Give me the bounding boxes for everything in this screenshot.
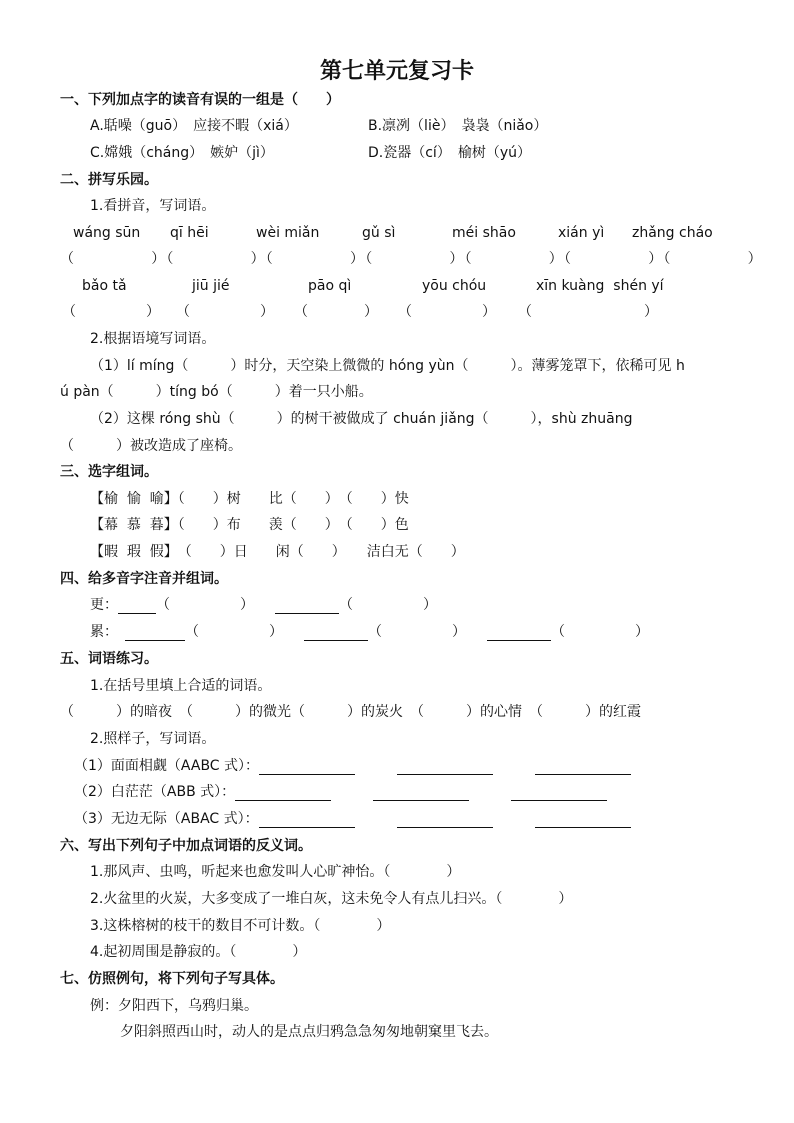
section-5-q2: 2.照样子，写词语。 bbox=[90, 731, 216, 747]
section-2-heading: 二、拼写乐园。 bbox=[60, 172, 158, 188]
polyphone-char: 累： bbox=[90, 624, 111, 640]
option-b: B.凛冽（liè） 袅袅（niǎo） bbox=[368, 118, 548, 134]
pinyin-5: méi shāo bbox=[452, 225, 516, 241]
antonym-q4: 4.起初周围是静寂的。（ ） bbox=[90, 944, 307, 960]
antonym-q2: 2.火盆里的火炭，大多变成了一堆白灰，这未免令人有点儿扫兴。（ ） bbox=[90, 891, 573, 907]
option-d: D.瓷器（cí） 榆树（yú） bbox=[368, 145, 531, 161]
example-label: （1）面面相觑（AABC 式）： bbox=[74, 758, 260, 774]
example-sentence-label: 例：夕阳西下，乌鸦归巢。 bbox=[90, 998, 258, 1014]
section-7-heading: 七、仿照例句，将下列句子写具体。 bbox=[60, 971, 284, 987]
page-title: 第七单元复习卡 bbox=[319, 58, 474, 84]
answer-line bbox=[235, 786, 331, 801]
answer-line bbox=[259, 760, 355, 775]
answer-line bbox=[487, 626, 551, 641]
char-group-1: 【榆 愉 喻】（ ）树 比（ ） （ ）快 bbox=[90, 491, 409, 507]
answer-line bbox=[304, 626, 368, 641]
example-label: （3）无边无际（ABAC 式）： bbox=[74, 811, 259, 827]
section-5-fill: （ ）的暗夜 （ ）的微光（ ）的炭火 （ ）的心情 （ ）的红霞 bbox=[60, 704, 641, 720]
answer-box-row-2: （ ） bbox=[176, 304, 274, 320]
section-2-q1: 1.看拼音，写词语。 bbox=[90, 198, 216, 214]
answer-boxes-row-1: （ ）（ ）（ ）（ ）（ ）（ ）（ ） bbox=[60, 251, 763, 267]
example-row-1 bbox=[74, 757, 631, 775]
section-5-q1: 1.在括号里填上合适的词语。 bbox=[90, 678, 272, 694]
polyphone-char: 更： bbox=[90, 597, 118, 613]
answer-line bbox=[397, 813, 493, 828]
answer-line bbox=[118, 599, 156, 614]
pinyin-9: jiū jié bbox=[192, 278, 230, 294]
pinyin-12: xīn kuàng shén yí bbox=[536, 278, 664, 294]
section-5-heading: 五、词语练习。 bbox=[60, 651, 158, 667]
polyphone-row-2: 累： （ ） （ ） （ ） bbox=[90, 624, 649, 640]
section-3-heading: 三、选字组词。 bbox=[60, 464, 158, 480]
pinyin-3: wèi miǎn bbox=[256, 225, 320, 241]
answer-line bbox=[275, 599, 339, 614]
section-6-heading: 六、写出下列句子中加点词语的反义词。 bbox=[60, 838, 312, 854]
pinyin-8: bǎo tǎ bbox=[82, 278, 127, 294]
pinyin-2: qī hēi bbox=[170, 225, 209, 241]
pinyin-11: yōu chóu bbox=[422, 278, 487, 294]
section-2-q2: 2.根据语境写词语。 bbox=[90, 331, 216, 347]
option-a: A.聒噪（guō） 应接不暇（xiá） bbox=[90, 118, 298, 134]
answer-line bbox=[259, 813, 355, 828]
context-para-2-line-2: （ ）被改造成了座椅。 bbox=[60, 438, 242, 454]
answer-box-row-2: （ ） bbox=[62, 304, 160, 320]
answer-box-row-2: （ ） bbox=[518, 304, 658, 320]
answer-line bbox=[373, 786, 469, 801]
section-4-heading: 四、给多音字注音并组词。 bbox=[60, 571, 228, 587]
answer-box-row-2: （ ） bbox=[398, 304, 496, 320]
pinyin-10: pāo qì bbox=[308, 278, 352, 294]
context-para-1-line-2: ú pàn（ ）tíng bó（ ）着一只小船。 bbox=[60, 384, 373, 400]
polyphone-row-1: 更： （ ） （ ） bbox=[90, 597, 437, 613]
pinyin-7: zhǎng cháo bbox=[632, 225, 713, 241]
example-sentence-text: 夕阳斜照西山时，动人的是点点归鸦急急匆匆地朝窠里飞去。 bbox=[120, 1024, 498, 1040]
example-row-3 bbox=[74, 810, 631, 828]
context-para-1-line-1: （1）lí míng（ ）时分，天空染上微微的 hóng yùn（ ）。薄雾笼罩下，依稀可见 h bbox=[90, 358, 685, 374]
pinyin-4: gǔ sì bbox=[362, 225, 396, 241]
answer-line bbox=[125, 626, 185, 641]
section-1-heading: 一、下列加点字的读音有误的一组是（ ） bbox=[60, 92, 340, 108]
example-row-2 bbox=[74, 783, 607, 801]
char-group-3: 【暇 瑕 假】 （ ）日 闲（ ） 洁白无（ ） bbox=[90, 544, 465, 560]
char-group-2: 【幕 慕 暮】（ ）布 羡（ ） （ ）色 bbox=[90, 517, 409, 533]
answer-box-row-2: （ ） bbox=[294, 304, 378, 320]
example-label: （2）白茫茫（ABB 式）： bbox=[74, 784, 236, 800]
context-para-2-line-1: （2）这棵 róng shù（ ）的树干被做成了 chuán jiǎng（ ），shù zhuāng bbox=[90, 411, 633, 427]
antonym-q3: 3.这株榕树的枝干的数目不可计数。（ ） bbox=[90, 918, 391, 934]
answer-line bbox=[535, 813, 631, 828]
answer-line bbox=[535, 760, 631, 775]
answer-line bbox=[397, 760, 493, 775]
answer-line bbox=[511, 786, 607, 801]
pinyin-6: xián yì bbox=[558, 225, 605, 241]
antonym-q1: 1.那风声、虫鸣，听起来也愈发叫人心旷神怡。（ ） bbox=[90, 864, 461, 880]
option-c: C.嫦娥（cháng） 嫉妒（jì） bbox=[90, 145, 274, 161]
pinyin-1: wáng sūn bbox=[73, 225, 141, 241]
